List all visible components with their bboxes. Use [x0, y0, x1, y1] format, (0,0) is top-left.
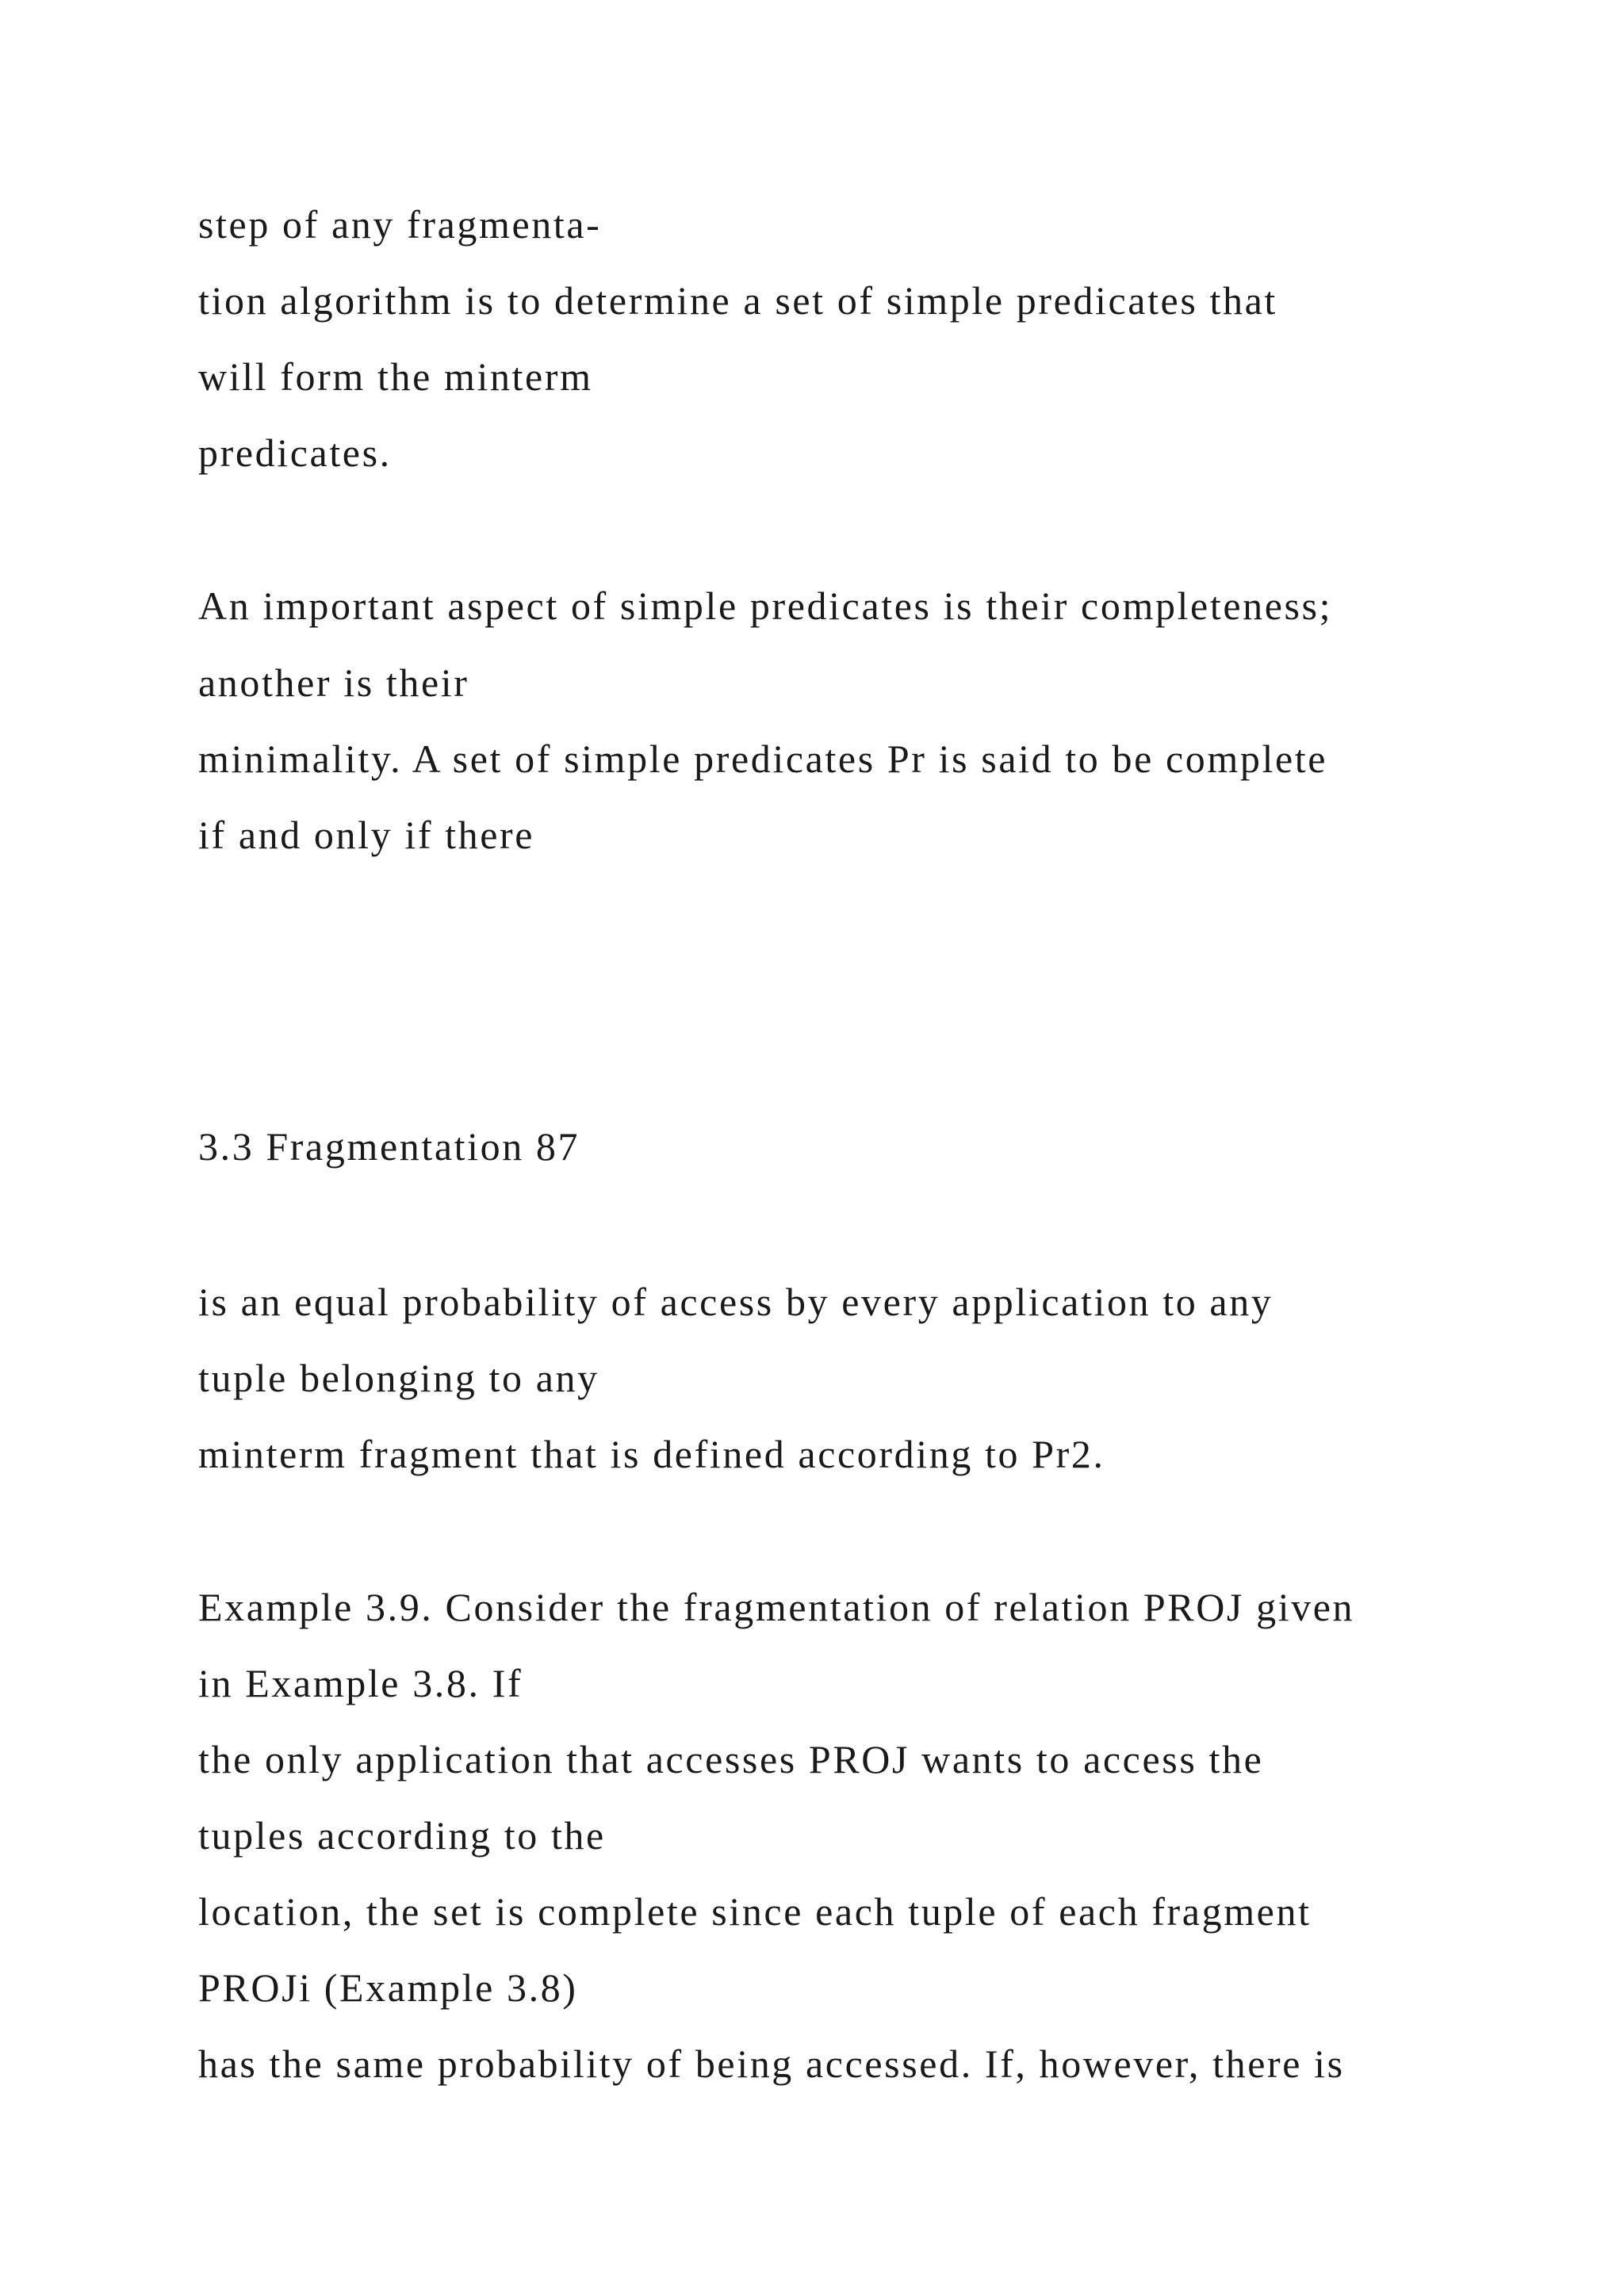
text-line: tuple belonging to any [198, 1356, 599, 1400]
text-line: Example 3.9. Consider the fragmentation of relation PROJ given [198, 1585, 1355, 1629]
text-line: if and only if there [198, 813, 535, 857]
text-line: location, the set is complete since each tuple of each fragment [198, 1889, 1312, 1934]
text-line: in Example 3.8. If [198, 1661, 523, 1705]
text-line: another is their [198, 660, 469, 705]
text-line: has the same probability of being accessed. If, however, there is [198, 2042, 1345, 2086]
text-line: tuples according to the [198, 1813, 606, 1858]
text-line: will form the minterm [198, 354, 593, 399]
text-line: minimality. A set of simple predicates Pr is said to be complete [198, 737, 1328, 781]
text-line: the only application that accesses PROJ wants to access the [198, 1737, 1264, 1781]
text-line: minterm fragment that is defined according to Pr2. [198, 1432, 1105, 1476]
text-line: tion algorithm is to determine a set of simple predicates that [198, 278, 1277, 323]
text-line: An important aspect of simple predicates is their completeness; [198, 584, 1333, 628]
text-line: PROJi (Example 3.8) [198, 1965, 578, 2010]
text-line: predicates. [198, 430, 392, 475]
running-header: 3.3 Fragmentation 87 [198, 1124, 580, 1169]
text-line: step of any fragmenta- [198, 202, 602, 247]
text-line: is an equal probability of access by every application to any [198, 1280, 1274, 1324]
